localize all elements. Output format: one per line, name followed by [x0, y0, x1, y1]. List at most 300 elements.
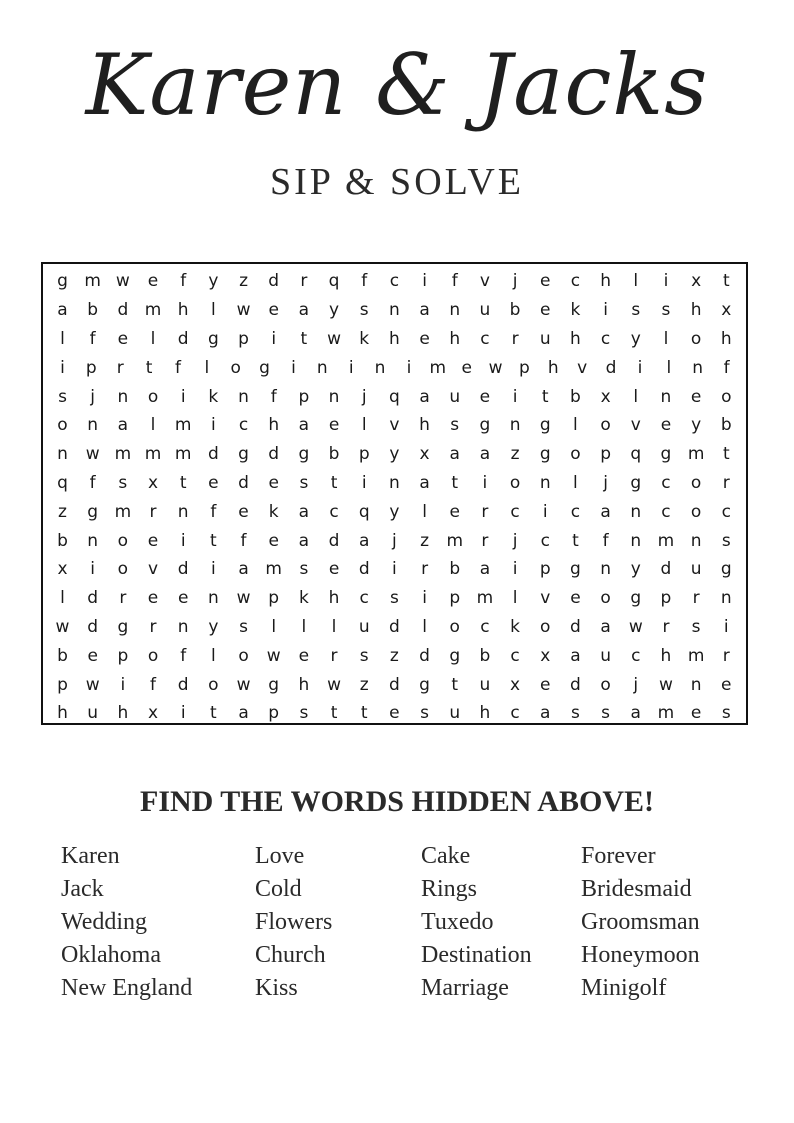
grid-letter: a — [238, 703, 249, 724]
grid-letter: h — [660, 645, 672, 666]
grid-letter: w — [115, 271, 130, 292]
grid-letter: e — [419, 328, 430, 349]
grid-letter: z — [389, 645, 399, 666]
grid-letter: f — [89, 472, 96, 493]
grid-letter: r — [662, 616, 670, 637]
grid-letter: n — [720, 588, 732, 609]
grid-letter: w — [236, 300, 251, 321]
grid-letter: s — [721, 530, 731, 551]
grid-letter: i — [512, 386, 518, 407]
word-column-2 — [255, 840, 332, 1005]
grid-letter: i — [348, 357, 354, 378]
grid-letter: w — [236, 588, 251, 609]
grid-letter: a — [298, 501, 310, 522]
grid-letter: d — [177, 674, 189, 695]
grid-letter: m — [265, 559, 282, 580]
grid-letter: p — [539, 559, 551, 580]
grid-letter: o — [690, 472, 702, 493]
grid-letter: l — [60, 588, 65, 609]
grid-letter: g — [419, 674, 430, 695]
grid-letter: a — [238, 559, 249, 580]
grid-letter: v — [389, 415, 400, 436]
grid-letter: a — [419, 472, 430, 493]
grid-letter: x — [419, 444, 430, 465]
grid-letter: w — [658, 674, 673, 695]
grid-letter: f — [602, 530, 609, 551]
grid-letter: l — [573, 472, 578, 493]
grid-letter: c — [661, 472, 671, 493]
grid-letter: s — [661, 300, 671, 321]
grid-letter: e — [389, 703, 400, 724]
grid-letter: q — [388, 386, 400, 407]
grid-letter: j — [512, 530, 518, 551]
grid-letter: e — [208, 472, 219, 493]
grid-letter: r — [149, 616, 157, 637]
grid-letter: e — [177, 588, 189, 609]
grid-letter: i — [422, 271, 427, 292]
word-item: Cold — [255, 876, 302, 902]
grid-letter: m — [657, 530, 675, 551]
word-column-4 — [581, 840, 700, 1005]
grid-letter: a — [479, 444, 491, 465]
grid-letter: s — [601, 703, 611, 724]
grid-letter: f — [180, 271, 187, 292]
grid-letter: d — [570, 674, 581, 695]
grid-letter: d — [87, 588, 99, 609]
grid-letter: s — [450, 415, 460, 436]
grid-letter: p — [600, 444, 611, 465]
grid-letter: n — [117, 386, 129, 407]
word-item: Bridesmaid — [581, 876, 692, 902]
grid-letter: s — [359, 300, 369, 321]
grid-letter: j — [633, 674, 639, 695]
grid-letter: s — [58, 386, 67, 407]
grid-letter: o — [690, 501, 702, 522]
grid-letter: a — [298, 300, 310, 321]
word-search-grid — [41, 262, 748, 725]
grid-letter: s — [118, 472, 128, 493]
grid-letter: r — [149, 501, 157, 522]
grid-letter: e — [540, 674, 551, 695]
grid-letter: u — [449, 386, 461, 407]
grid-letter: z — [420, 530, 430, 551]
grid-letter: x — [600, 386, 611, 407]
grid-letter: i — [406, 357, 412, 378]
grid-letter: i — [637, 357, 643, 378]
word-item: Tuxedo — [421, 909, 494, 935]
grid-letter: g — [449, 645, 461, 666]
grid-letter: s — [359, 645, 369, 666]
grid-letter: g — [298, 444, 310, 465]
word-item: Cake — [421, 843, 471, 869]
grid-letter: o — [600, 415, 611, 436]
grid-letter: d — [207, 444, 219, 465]
grid-letter: o — [147, 645, 159, 666]
grid-letter: d — [358, 559, 370, 580]
grid-letter: f — [180, 645, 187, 666]
grid-letter: n — [328, 386, 340, 407]
grid-letter: i — [180, 530, 186, 551]
grid-letter: n — [87, 530, 99, 551]
grid-letter: y — [389, 444, 400, 465]
grid-letter: b — [570, 386, 581, 407]
grid-letter: b — [87, 300, 99, 321]
grid-letter: t — [210, 703, 217, 724]
grid-letter: i — [180, 386, 186, 407]
grid-letter: s — [299, 472, 309, 493]
instructions-heading: FIND THE WORDS HIDDEN ABOVE! — [140, 785, 654, 818]
grid-letter: i — [361, 472, 367, 493]
grid-letter: g — [268, 674, 280, 695]
grid-letter: a — [600, 616, 611, 637]
grid-letter: p — [449, 588, 461, 609]
grid-letter: j — [90, 386, 96, 407]
grid-letter: i — [512, 559, 518, 580]
grid-letter: p — [298, 386, 310, 407]
grid-letter: b — [449, 559, 461, 580]
grid-letter: n — [630, 501, 642, 522]
grid-letter: h — [298, 674, 310, 695]
grid-letter: b — [328, 444, 340, 465]
grid-letter: f — [210, 501, 217, 522]
grid-letter: x — [510, 674, 521, 695]
grid-letter: n — [177, 501, 189, 522]
grid-letter: o — [117, 530, 129, 551]
grid-letter: n — [374, 357, 386, 378]
grid-letter: g — [630, 472, 642, 493]
grid-letter: k — [359, 328, 370, 349]
grid-row — [48, 325, 741, 354]
grid-letter: y — [329, 300, 340, 321]
grid-letter: i — [603, 300, 608, 321]
grid-letter: r — [330, 645, 338, 666]
grid-letter: l — [361, 415, 367, 436]
grid-letter: h — [328, 588, 340, 609]
grid-letter: h — [690, 300, 702, 321]
grid-letter: i — [542, 501, 548, 522]
grid-row — [48, 411, 741, 440]
grid-letter: g — [117, 616, 129, 637]
word-item: Marriage — [421, 975, 509, 1001]
grid-letter: w — [85, 674, 100, 695]
grid-letter: o — [230, 357, 241, 378]
grid-letter: o — [721, 386, 732, 407]
grid-letter: b — [509, 300, 521, 321]
word-item: Wedding — [61, 909, 148, 935]
grid-letter: u — [539, 328, 551, 349]
grid-letter: m — [84, 271, 101, 292]
grid-letter: e — [268, 530, 279, 551]
grid-letter: i — [210, 415, 216, 436]
grid-letter: a — [117, 415, 129, 436]
grid-letter: y — [208, 616, 219, 637]
grid-letter: c — [631, 645, 641, 666]
grid-letter: w — [327, 674, 341, 695]
grid-letter: e — [328, 559, 340, 580]
grid-letter: f — [174, 357, 181, 378]
grid-letter: o — [600, 674, 611, 695]
grid-letter: d — [268, 444, 280, 465]
grid-letter: o — [600, 588, 611, 609]
word-column-3 — [421, 840, 532, 1005]
grid-letter: c — [570, 501, 581, 522]
word-item: Karen — [61, 843, 120, 869]
grid-letter: n — [539, 472, 551, 493]
grid-letter: t — [210, 530, 217, 551]
grid-letter: t — [179, 472, 187, 493]
grid-letter: h — [389, 328, 400, 349]
grid-row — [48, 699, 741, 728]
grid-letter: z — [239, 271, 248, 292]
grid-letter: x — [147, 703, 159, 724]
grid-letter: d — [328, 530, 340, 551]
grid-letter: y — [208, 271, 219, 292]
grid-letter: s — [691, 616, 701, 637]
grid-letter: a — [419, 386, 430, 407]
grid-letter: z — [510, 444, 520, 465]
word-item: Destination — [421, 942, 532, 968]
grid-letter: a — [359, 530, 370, 551]
grid-letter: l — [512, 588, 518, 609]
grid-letter: e — [660, 415, 672, 436]
grid-letter: r — [481, 501, 489, 522]
grid-letter: i — [291, 357, 296, 378]
grid-letter: d — [388, 616, 400, 637]
grid-letter: e — [690, 386, 702, 407]
grid-letter: e — [298, 645, 310, 666]
grid-letter: l — [663, 328, 669, 349]
grid-letter: s — [631, 300, 641, 321]
grid-letter: l — [422, 616, 427, 637]
grid-letter: s — [570, 703, 580, 724]
grid-letter: a — [630, 703, 641, 724]
grid-letter: l — [666, 357, 672, 378]
grid-letter: l — [210, 645, 216, 666]
grid-letter: q — [630, 444, 642, 465]
grid-letter: h — [117, 703, 129, 724]
grid-letter: h — [600, 271, 611, 292]
grid-letter: d — [660, 559, 672, 580]
grid-letter: a — [479, 559, 491, 580]
grid-letter: a — [570, 645, 581, 666]
grid-letter: y — [389, 501, 400, 522]
grid-letter: e — [147, 588, 159, 609]
grid-letter: n — [692, 357, 704, 378]
grid-letter: a — [298, 415, 310, 436]
grid-letter: f — [240, 530, 247, 551]
grid-letter: y — [630, 328, 641, 349]
grid-letter: n — [509, 415, 521, 436]
grid-letter: c — [661, 501, 671, 522]
grid-row — [48, 670, 741, 699]
grid-letter: s — [721, 703, 731, 724]
grid-letter: w — [236, 674, 251, 695]
grid-letter: d — [388, 674, 400, 695]
grid-letter: i — [60, 357, 65, 378]
grid-letter: n — [238, 386, 249, 407]
grid-letter: v — [630, 415, 641, 436]
word-item: Oklahoma — [61, 942, 161, 968]
grid-letter: l — [422, 501, 427, 522]
grid-letter: l — [60, 328, 65, 349]
grid-letter: m — [174, 415, 192, 436]
grid-row — [48, 526, 741, 555]
word-item: Kiss — [255, 975, 298, 1001]
grid-letter: n — [690, 530, 702, 551]
grid-letter: e — [540, 271, 551, 292]
grid-letter: s — [420, 703, 429, 724]
grid-letter: n — [389, 300, 400, 321]
grid-letter: e — [268, 300, 279, 321]
grid-letter: l — [633, 271, 639, 292]
grid-letter: k — [570, 300, 581, 321]
grid-letter: t — [300, 328, 308, 349]
grid-letter: r — [119, 588, 127, 609]
grid-letter: t — [451, 674, 459, 695]
grid-letter: z — [58, 501, 67, 522]
grid-letter: r — [722, 645, 730, 666]
grid-letter: t — [330, 472, 338, 493]
grid-letter: o — [690, 328, 702, 349]
grid-letter: a — [298, 530, 310, 551]
grid-letter: i — [482, 472, 488, 493]
grid-letter: f — [361, 271, 368, 292]
grid-letter: e — [690, 703, 702, 724]
word-item: Rings — [421, 876, 478, 902]
grid-letter: t — [360, 703, 368, 724]
grid-letter: e — [328, 415, 340, 436]
grid-letter: h — [268, 415, 280, 436]
grid-letter: p — [57, 674, 68, 695]
grid-letter: m — [687, 444, 705, 465]
grid-row — [48, 440, 741, 469]
grid-letter: i — [90, 559, 96, 580]
grid-letter: e — [87, 645, 98, 666]
grid-letter: u — [479, 674, 491, 695]
grid-letter: f — [270, 386, 277, 407]
grid-letter: b — [479, 645, 491, 666]
grid-letter: d — [177, 559, 189, 580]
grid-letter: p — [85, 357, 97, 378]
grid-letter: m — [114, 501, 132, 522]
grid-letter: n — [660, 386, 672, 407]
grid-letter: m — [114, 444, 132, 465]
grid-letter: r — [481, 530, 489, 551]
grid-letter: g — [720, 559, 732, 580]
grid-letter: o — [509, 472, 521, 493]
grid-letter: d — [238, 472, 249, 493]
grid-letter: n — [630, 530, 642, 551]
grid-letter: j — [603, 472, 608, 493]
grid-letter: i — [663, 271, 669, 292]
grid-letter: s — [389, 588, 399, 609]
grid-letter: o — [117, 559, 129, 580]
grid-letter: g — [539, 415, 551, 436]
grid-letter: d — [177, 328, 189, 349]
grid-letter: r — [722, 472, 730, 493]
grid-letter: i — [180, 703, 186, 724]
grid-letter: f — [723, 357, 730, 378]
grid-letter: h — [419, 415, 430, 436]
grid-letter: c — [721, 501, 731, 522]
grid-letter: k — [268, 501, 279, 522]
grid-letter: n — [449, 300, 461, 321]
grid-letter: r — [116, 357, 124, 378]
grid-letter: e — [238, 501, 249, 522]
grid-letter: g — [630, 588, 642, 609]
word-item: Jack — [61, 876, 104, 902]
grid-letter: l — [150, 415, 156, 436]
grid-letter: c — [389, 271, 400, 292]
grid-letter: t — [451, 472, 459, 493]
grid-letter: l — [633, 386, 639, 407]
grid-letter: g — [660, 444, 672, 465]
grid-letter: y — [630, 559, 641, 580]
grid-letter: p — [268, 588, 280, 609]
grid-letter: s — [299, 559, 309, 580]
grid-letter: p — [519, 357, 530, 378]
grid-letter: v — [540, 588, 551, 609]
grid-letter: i — [392, 559, 397, 580]
grid-letter: m — [429, 357, 447, 378]
grid-letter: x — [540, 645, 551, 666]
grid-letter: w — [327, 328, 341, 349]
grid-row — [48, 382, 741, 411]
grid-letter: n — [57, 444, 68, 465]
grid-letter: l — [150, 328, 156, 349]
grid-letter: n — [207, 588, 219, 609]
grid-letter: l — [204, 357, 210, 378]
grid-letter: o — [570, 444, 581, 465]
grid-letter: u — [690, 559, 702, 580]
grid-row — [48, 353, 741, 382]
grid-letter: b — [720, 415, 732, 436]
word-item: Minigolf — [581, 975, 667, 1001]
grid-letter: l — [573, 415, 578, 436]
grid-letter: p — [117, 645, 129, 666]
grid-letter: q — [328, 271, 340, 292]
grid-letter: u — [600, 645, 611, 666]
grid-letter: e — [721, 674, 732, 695]
grid-letter: j — [361, 386, 367, 407]
grid-letter: o — [540, 616, 551, 637]
word-item: Forever — [581, 843, 656, 869]
grid-letter: c — [329, 501, 339, 522]
grid-letter: e — [461, 357, 472, 378]
grid-letter: n — [177, 616, 189, 637]
page-subtitle: SIP & SOLVE — [269, 161, 525, 203]
word-list — [0, 840, 794, 1020]
grid-letter: p — [268, 703, 280, 724]
grid-letter: e — [449, 501, 460, 522]
grid-letter: e — [479, 386, 491, 407]
grid-letter: g — [259, 357, 270, 378]
grid-letter: m — [687, 645, 705, 666]
grid-letter: h — [720, 328, 732, 349]
grid-letter: e — [268, 472, 279, 493]
grid-letter: b — [57, 645, 68, 666]
grid-letter: e — [570, 588, 581, 609]
grid-letter: w — [55, 616, 70, 637]
grid-letter: g — [238, 444, 249, 465]
grid-letter: x — [691, 271, 702, 292]
grid-letter: p — [660, 588, 672, 609]
grid-letter: y — [691, 415, 702, 436]
grid-letter: c — [510, 645, 520, 666]
grid-letter: u — [87, 703, 99, 724]
grid-row — [48, 613, 741, 642]
grid-letter: x — [721, 300, 732, 321]
